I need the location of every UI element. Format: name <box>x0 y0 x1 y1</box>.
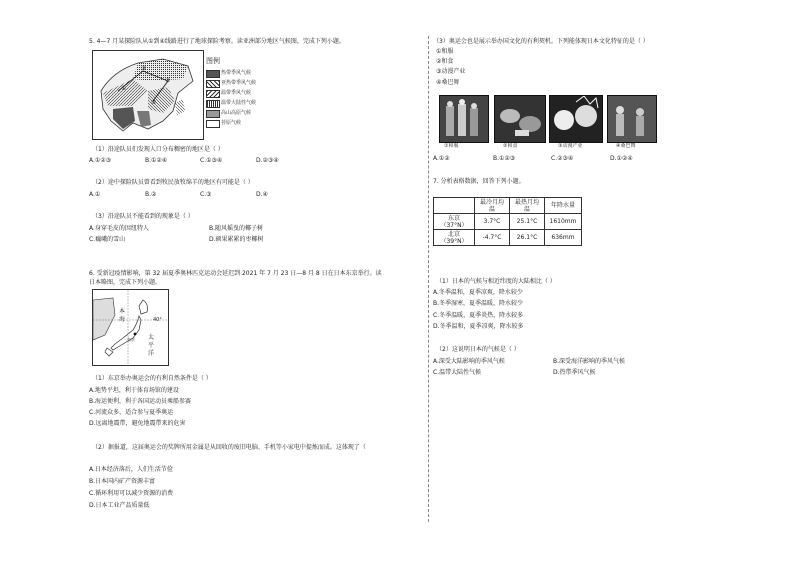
q7-2-opt-a: A.深受大陆影响的季风气候 <box>433 358 505 365</box>
photo-washoku <box>494 95 546 143</box>
q5-3-opt-a: A.身穿毛皮的因纽特人 <box>89 225 149 232</box>
q7-intro: 7. 分析表格数据，回答下列小题。 <box>433 178 525 185</box>
legend-label-6: 苔原气候 <box>221 120 242 126</box>
photo-kimono-image <box>440 96 488 142</box>
q5-2-opt-d: D.④ <box>256 191 268 198</box>
q6-3-item-1: ①和服 <box>436 48 454 55</box>
table-cell: -4.7°C <box>475 230 510 246</box>
map-label-yang: 洋 <box>148 350 155 357</box>
q6-3-opt-c: C.②③④ <box>551 155 574 162</box>
table-header-row <box>434 198 582 214</box>
q5-1-opt-b: B.①②④ <box>145 157 168 164</box>
q6-3-opt-d: D.①②④ <box>610 155 633 162</box>
map-number-3: ③ <box>165 77 171 84</box>
q7-2-question: （2）这说明日本的气候是（ ） <box>436 346 520 353</box>
q7-2-opt-d: D.热带季风气候 <box>553 369 596 376</box>
q5-3-opt-c: C.巍峨的雪山 <box>89 236 126 243</box>
legend-swatch-6 <box>206 120 220 128</box>
q6-1-opt-d: D.远离地震带，避免地震带来的危害 <box>89 420 186 427</box>
table-header-cell: 年降水量 <box>545 198 582 214</box>
q5-1-opt-d: D.②③④ <box>256 157 279 164</box>
photo-samba <box>607 95 657 143</box>
legend-swatch-5 <box>206 110 220 118</box>
q7-1-opt-c: C.冬季温暖，夏季炎热，降水较多 <box>433 312 524 319</box>
photo-kimono <box>439 95 489 143</box>
q5-1-opt-c: C.①③④ <box>200 157 223 164</box>
table-header-cell: 最冷月均温 <box>475 198 510 214</box>
q6-2-opt-a: A.日本经济落后，人们生活节俭 <box>89 466 173 473</box>
legend-label-5: 高山高原气候 <box>221 110 252 116</box>
legend-label-2: 亚热带季风气候 <box>221 80 257 86</box>
column-divider <box>428 36 430 522</box>
map-label-ben: 本 <box>119 308 126 315</box>
asia-climate-map <box>92 50 204 140</box>
q6-3-opt-a: A.①② <box>433 155 450 162</box>
table-cell: 北京（39°N） <box>434 230 475 246</box>
table-cell: 东京（37°N） <box>434 214 475 230</box>
q6-2-opt-c: C.循环利用可以减少资源的消费 <box>89 490 174 497</box>
photo-samba-image <box>608 96 656 142</box>
q6-intro-line2: 日本略图，完成下列小题。 <box>89 279 162 286</box>
q6-3-item-4: ④桑巴舞 <box>436 79 460 86</box>
q6-3-question: （3）奥运会也是展示举办国文化的有利契机。下列能体现日本文化特征的是（ ） <box>433 38 649 45</box>
q7-1-opt-d: D.冬季温和，夏季凉爽，降水较多 <box>433 323 524 330</box>
legend-title: 图例 <box>206 57 220 65</box>
japan-map-drawing <box>93 290 168 365</box>
map-number-4: ④ <box>151 99 157 106</box>
map-label-ping: 平 <box>148 342 155 349</box>
q6-2-opt-d: D.日本工业产品质量低 <box>89 502 150 509</box>
q7-2-opt-c: C.温带大陆性气候 <box>433 369 482 376</box>
q6-1-opt-b: B.海运便利，利于各国运动员乘船参赛 <box>89 398 192 405</box>
legend-swatch-1 <box>206 70 220 78</box>
q6-3-item-2: ②和食 <box>436 58 454 65</box>
photo-caption-1: ①和服 <box>444 143 459 149</box>
table-row <box>434 230 582 246</box>
legend-swatch-4 <box>206 100 220 108</box>
table-cell: 26.1°C <box>510 230 545 246</box>
q7-1-opt-b: B.冬季湿寒，夏季温暖，降水较少 <box>433 300 524 307</box>
q5-1-question: （1）沿途队员们发现人口分布稠密的地区是（ ） <box>92 146 224 153</box>
q6-intro-line1: 6. 受新冠疫情影响，第 32 届夏季奥林匹克运动会延迟到 2021 年 7 月 23 日—8 月 8 日在日本东京举行。读 <box>89 270 382 277</box>
photo-anime <box>549 95 603 143</box>
q5-1-opt-a: A.①②③ <box>89 157 112 164</box>
table-cell: 636mm <box>545 230 582 246</box>
q6-1-opt-a: A.地势平坦，利于体育场馆的建设 <box>89 387 179 394</box>
q7-2-opt-b: B.深受海洋影响的季风气候 <box>553 358 626 365</box>
legend-label-4: 温带大陆性气候 <box>221 100 257 106</box>
map-number-1: ① <box>121 85 127 92</box>
q5-2-opt-a: A.① <box>89 191 101 198</box>
q7-1-question: （1）日本的气候与相近纬度的大陆相比（ ） <box>436 278 556 285</box>
map-number-2: ② <box>141 65 147 72</box>
q6-1-opt-c: C.河流众多，适合参与夏季奥运 <box>89 409 174 416</box>
map-label-lat: 40° <box>153 317 162 323</box>
q6-1-question: （1）东京举办奥运会的有利自然条件是（ ） <box>92 375 212 382</box>
table-cell: 3.7°C <box>475 214 510 230</box>
q5-3-question: （3）沿途队员不能看到的现象是（ ） <box>92 213 194 220</box>
map-label-tokyo: 东京 <box>127 337 135 342</box>
table-header-cell: 最热月均温 <box>510 198 545 214</box>
q6-2-opt-b: B.日本国内矿产资源丰富 <box>89 478 156 485</box>
table-header-cell <box>434 198 475 214</box>
q5-2-opt-c: C.③ <box>200 191 212 198</box>
climate-table <box>433 197 582 246</box>
legend-swatch-2 <box>206 80 220 88</box>
map-label-tai: 太 <box>148 334 155 341</box>
q5-2-question: （2）途中探险队员曾看到牧民放牧绵羊的地区有可能是（ ） <box>92 179 254 186</box>
q7-1-opt-a: A.冬季温和，夏季凉爽，降水较少 <box>433 289 523 296</box>
photo-caption-2: ②和食 <box>503 143 518 149</box>
q5-2-opt-b: B.② <box>145 191 157 198</box>
photo-anime-image <box>550 96 602 142</box>
photo-washoku-image <box>495 96 545 142</box>
q5-3-opt-b: B.随风摇曳的椰子树 <box>209 225 264 232</box>
table-row <box>434 214 582 230</box>
q5-3-opt-d: D.硕果累累的枣椰树 <box>209 236 264 243</box>
table-cell: 25.1°C <box>510 214 545 230</box>
legend-label-3: 温带季风气候 <box>221 90 252 96</box>
photo-caption-4: ④桑巴舞 <box>616 143 636 149</box>
photo-caption-3: ③动漫产业 <box>558 143 583 149</box>
asia-map-drawing <box>93 51 203 139</box>
q6-2-question: （2）据报道，这届奥运会的奖牌所用金属是从回收的废旧电脑、手机等小家电中提炼而成。这体现了（ <box>92 444 366 451</box>
q6-3-item-3: ③动漫产业 <box>436 68 466 75</box>
legend-swatch-3 <box>206 90 220 98</box>
map-label-hai: 海 <box>119 316 126 323</box>
legend-label-1: 热带季风气候 <box>221 70 252 76</box>
q6-3-opt-b: B.①②③ <box>493 155 516 162</box>
japan-map <box>92 289 169 366</box>
table-cell: 1610mm <box>545 214 582 230</box>
q5-intro: 5. 4—7 月某探险队从①到④线路进行了地球探险考察。读亚洲部分地区气候图，完成下列小题。 <box>89 38 345 45</box>
